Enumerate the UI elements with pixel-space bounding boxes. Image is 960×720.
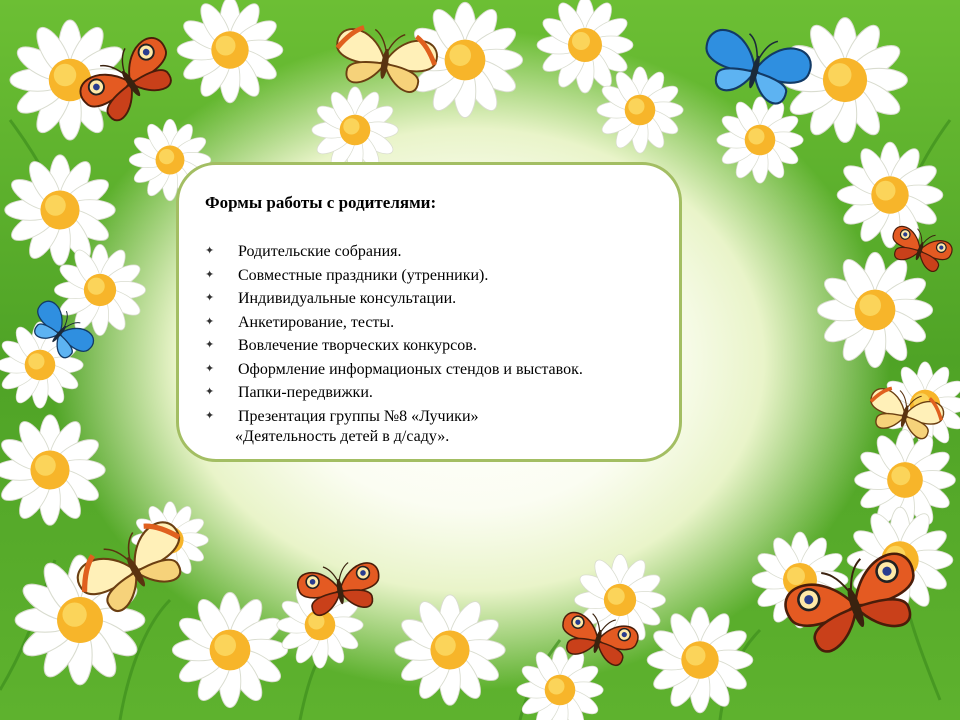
bullet-icon: ✦	[205, 292, 215, 304]
bullet-icon: ✦	[205, 245, 215, 257]
bullet-icon: ✦	[205, 339, 215, 351]
list-item-text: Совместные праздники (утренники).	[238, 266, 489, 284]
list-item-text: Оформление информационых стендов и выставок.	[238, 360, 583, 378]
panel-title: Формы работы с родителями:	[205, 193, 437, 212]
list-item-text: Анкетирование, тесты.	[238, 313, 395, 331]
list-item-continuation: «Деятельность детей в д/саду».	[235, 428, 450, 445]
list-item-text: Вовлечение творческих конкурсов.	[238, 337, 477, 354]
bullet-icon: ✦	[205, 315, 215, 328]
list-item-text: Индивидуальные консультации.	[238, 290, 457, 307]
bullet-icon: ✦	[205, 409, 215, 422]
bullet-icon: ✦	[205, 268, 215, 281]
bullet-icon: ✦	[205, 386, 215, 398]
bullet-icon: ✦	[205, 362, 215, 375]
text-panel	[176, 162, 682, 462]
list-item-text: Папки-передвижки.	[238, 384, 373, 401]
list-item-text: Презентация группы №8 «Лучики»	[238, 407, 479, 425]
list-item-text: Родительские собрания.	[238, 243, 402, 260]
